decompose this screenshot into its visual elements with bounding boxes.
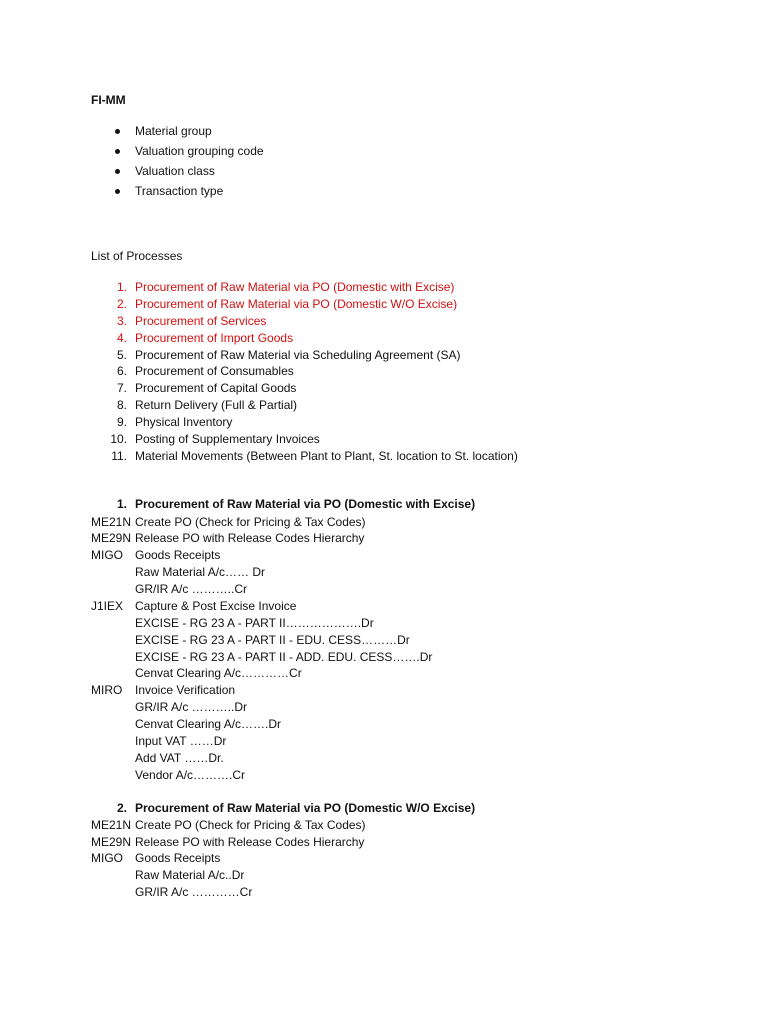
list-text: Procurement of Import Goods [135, 331, 294, 345]
bullet-icon [115, 169, 120, 174]
list-item [101, 449, 518, 463]
tcode: ME29N [91, 835, 132, 849]
tcode: ME21N [91, 515, 132, 529]
list-number: 1. [116, 280, 127, 294]
list-number: 9. [116, 415, 127, 429]
list-item [101, 364, 294, 378]
processes-title: List of Processes [91, 249, 183, 263]
list-text: Procurement of Consumables [135, 364, 294, 378]
entry-text: Add VAT ……Dr. [135, 751, 224, 765]
list-text: Procurement of Capital Goods [135, 381, 297, 395]
list-item [101, 415, 232, 429]
bullet-icon [115, 149, 120, 154]
list-text: Physical Inventory [135, 415, 233, 429]
entry-text: Raw Material A/c..Dr [135, 868, 245, 882]
entry-text: EXCISE - RG 23 A - PART II - ADD. EDU. CESS…….Dr [135, 650, 433, 664]
list-item [101, 314, 266, 328]
list-number: 5. [116, 348, 127, 362]
entry-text: Create PO (Check for Pricing & Tax Codes) [135, 818, 366, 832]
entry-text: Goods Receipts [135, 851, 221, 865]
list-number: 2. [116, 297, 127, 311]
tcode: MIGO [91, 851, 123, 865]
section-number: 1. [116, 497, 127, 511]
list-number: 3. [116, 314, 127, 328]
entry-text: Cenvat Clearing A/c…………Cr [135, 666, 302, 680]
list-number: 10. [110, 432, 127, 446]
list-item [101, 381, 296, 395]
bullet-item: Transaction type [135, 184, 224, 198]
list-text: Procurement of Raw Material via Scheduling Agreement (SA) [135, 348, 461, 362]
entry-text: GR/IR A/c ………..Cr [135, 582, 248, 596]
tcode: MIRO [91, 683, 123, 697]
entry-text: Invoice Verification [135, 683, 236, 697]
tcode: J1IEX [91, 599, 124, 613]
list-text: Return Delivery (Full & Partial) [135, 398, 298, 412]
section-title: Procurement of Raw Material via PO (Domestic W/O Excise) [135, 801, 476, 815]
entry-text: Raw Material A/c…… Dr [135, 565, 266, 579]
bullet-item: Material group [135, 124, 212, 138]
tcode: MIGO [91, 548, 123, 562]
tcode: ME21N [91, 818, 132, 832]
entry-text: Cenvat Clearing A/c…….Dr [135, 717, 282, 731]
entry-text: Release PO with Release Codes Hierarchy [135, 835, 365, 849]
list-text: Procurement of Services [135, 314, 267, 328]
bullet-item: Valuation class [135, 164, 215, 178]
list-item [101, 348, 460, 362]
entry-text: Release PO with Release Codes Hierarchy [135, 531, 365, 545]
list-text: Material Movements (Between Plant to Plant, St. location to St. location) [135, 449, 518, 463]
page-heading: FI-MM [91, 93, 126, 107]
entry-text: Capture & Post Excise Invoice [135, 599, 297, 613]
list-item [101, 398, 297, 412]
entry-text: EXCISE - RG 23 A - PART II - EDU. CESS………Dr [135, 633, 410, 647]
list-item [101, 331, 293, 345]
entry-text: Create PO (Check for Pricing & Tax Codes) [135, 515, 366, 529]
entry-text: Input VAT ……Dr [135, 734, 227, 748]
list-number: 7. [116, 381, 127, 395]
entry-text: EXCISE - RG 23 A - PART II……………….Dr [135, 616, 374, 630]
tcode: ME29N [91, 531, 132, 545]
list-text: Posting of Supplementary Invoices [135, 432, 320, 446]
list-text: Procurement of Raw Material via PO (Domestic with Excise) [135, 280, 455, 294]
section-heading [101, 801, 475, 815]
list-text: Procurement of Raw Material via PO (Domestic W/O Excise) [135, 297, 458, 311]
entry-text: GR/IR A/c …………Cr [135, 885, 253, 899]
list-item [101, 432, 320, 446]
section-number: 2. [116, 801, 127, 815]
entry-text: Vendor A/c……….Cr [135, 768, 246, 782]
list-number: 8. [116, 398, 127, 412]
list-item [101, 280, 454, 294]
section-title: Procurement of Raw Material via PO (Domestic with Excise) [135, 497, 476, 511]
entry-text: GR/IR A/c ………..Dr [135, 700, 248, 714]
section-heading [101, 497, 475, 511]
list-number: 6. [116, 364, 127, 378]
bullet-icon [115, 189, 120, 194]
list-item [101, 297, 457, 311]
list-number: 11. [111, 449, 127, 463]
list-number: 4. [116, 331, 127, 345]
bullet-icon [115, 129, 120, 134]
entry-text: Goods Receipts [135, 548, 221, 562]
bullet-item: Valuation grouping code [135, 144, 264, 158]
